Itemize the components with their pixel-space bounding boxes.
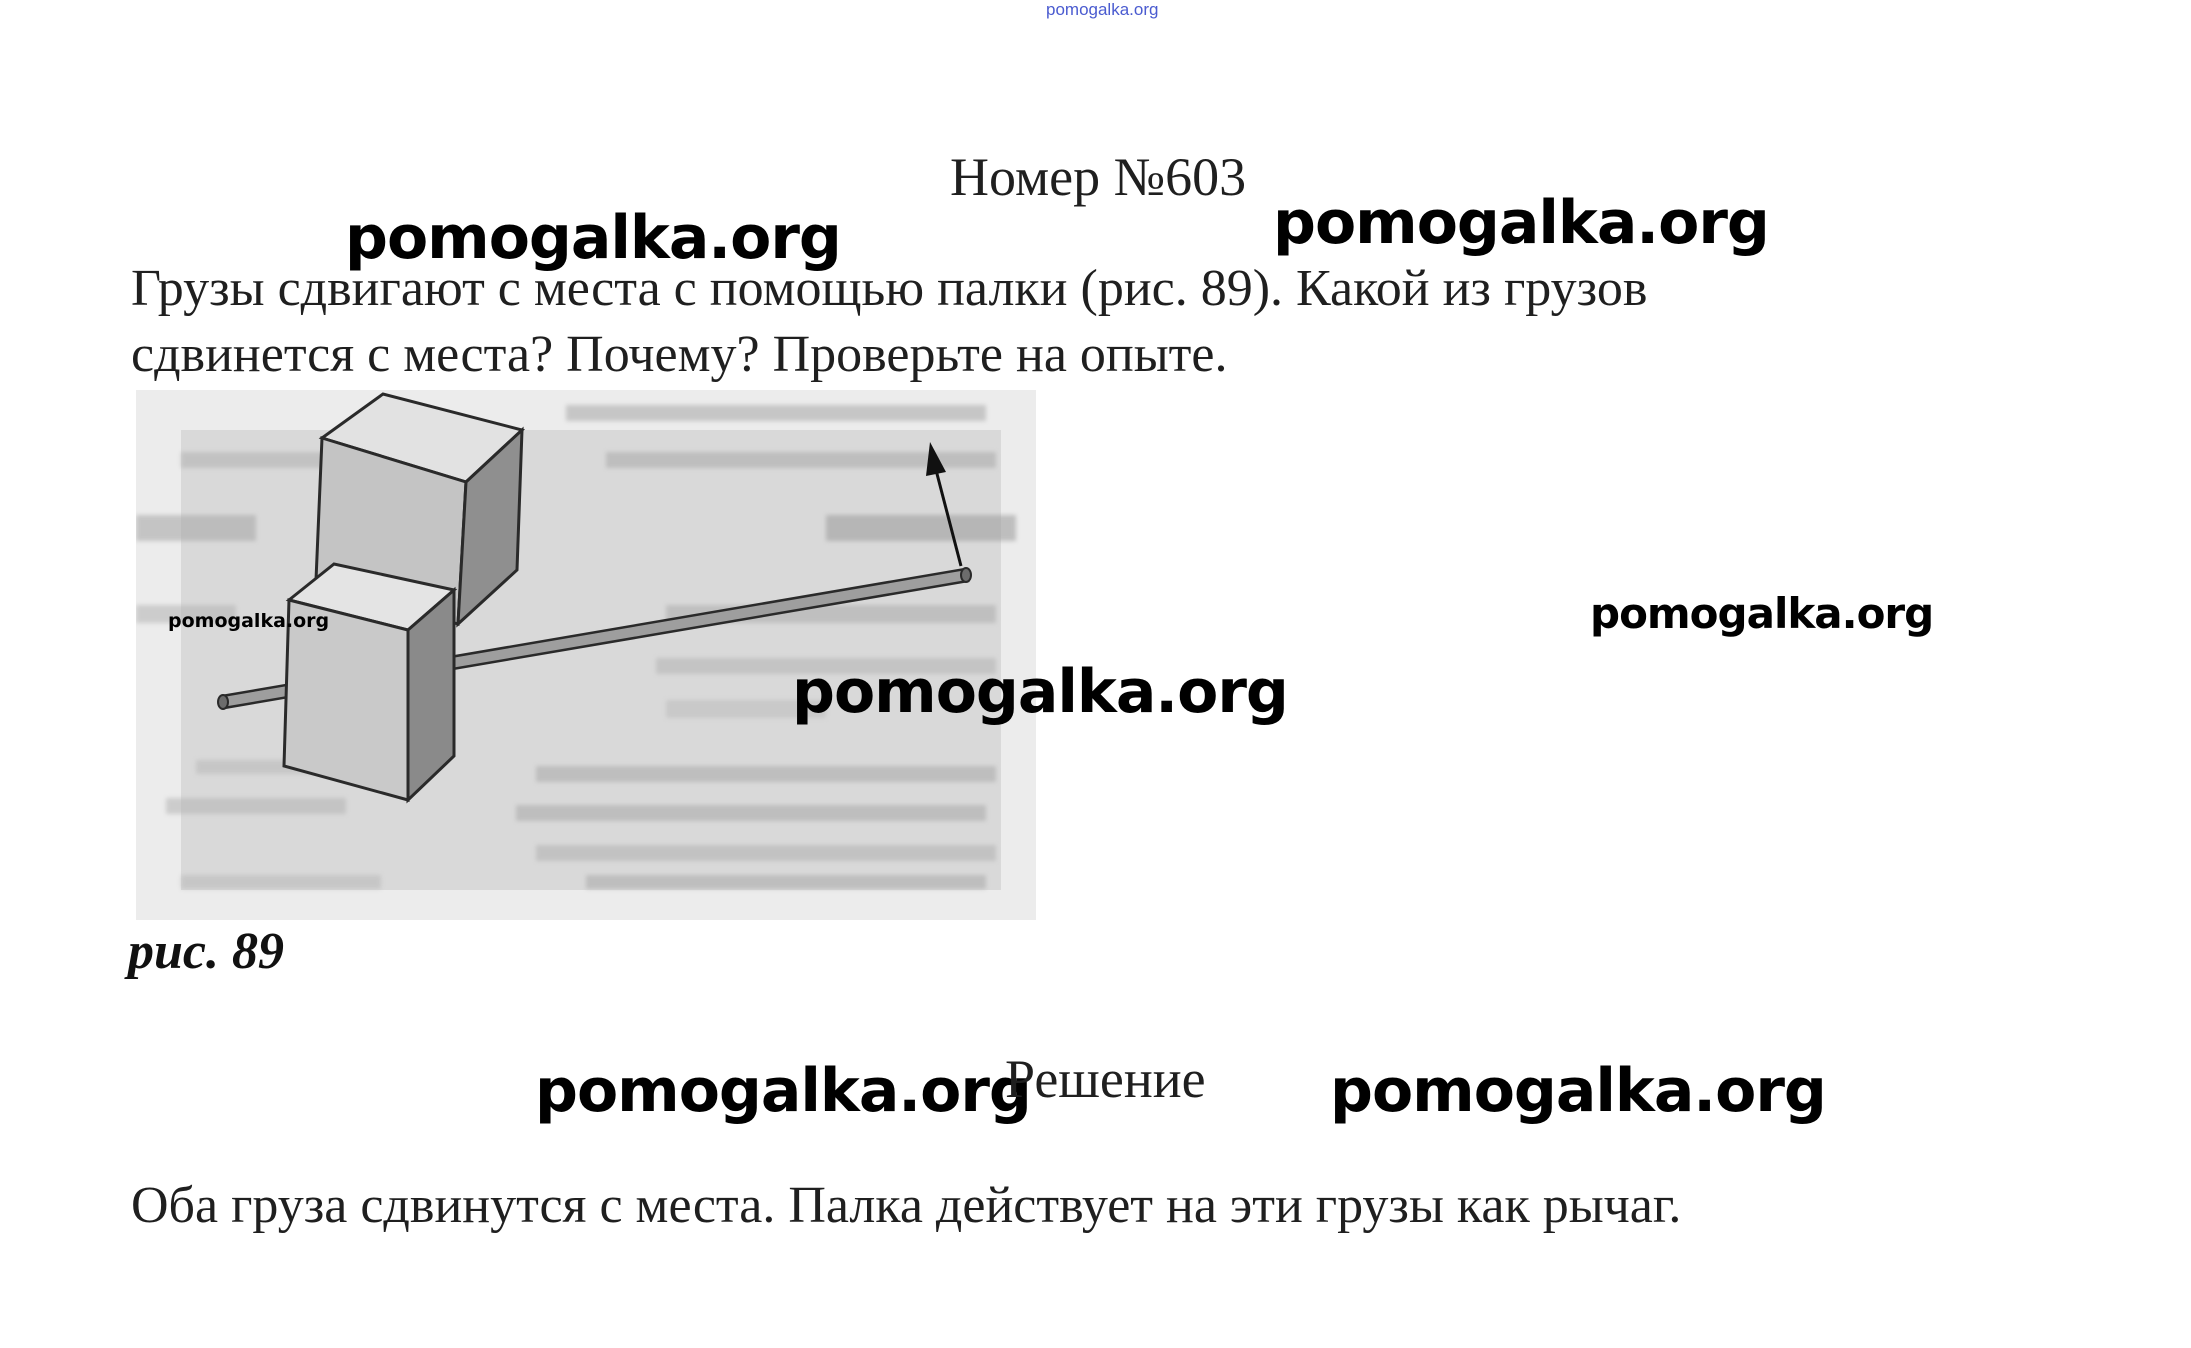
watermark-text: pomogalka.org <box>168 610 330 632</box>
solution-heading: Решение <box>1005 1049 1206 1109</box>
watermark-text: pomogalka.org <box>1590 589 1934 638</box>
solution-answer: Оба груза сдвинутся с места. Палка действует на эти грузы как рычаг. <box>131 1177 1682 1234</box>
problem-question <box>131 256 2031 388</box>
question-line-1: Грузы сдвигают с места с помощью палки (рис. 89). Какой из грузов <box>131 260 1648 317</box>
question-line-2: сдвинется с места? Почему? Проверьте на опыте. <box>131 326 1228 383</box>
watermark-text: pomogalka.org <box>1330 1056 1826 1126</box>
problem-title: Номер №603 <box>950 147 1247 207</box>
top-site-url: pomogalka.org <box>1046 0 1159 19</box>
front-cube <box>284 564 454 800</box>
figure-89-illustration <box>136 390 1036 920</box>
watermark-text: pomogalka.org <box>792 657 1288 727</box>
watermark-text: pomogalka.org <box>1273 188 1769 258</box>
figure-caption: рис. 89 <box>128 923 284 980</box>
watermark-text: pomogalka.org <box>535 1056 1031 1126</box>
watermark-text: pomogalka.org <box>345 203 841 273</box>
